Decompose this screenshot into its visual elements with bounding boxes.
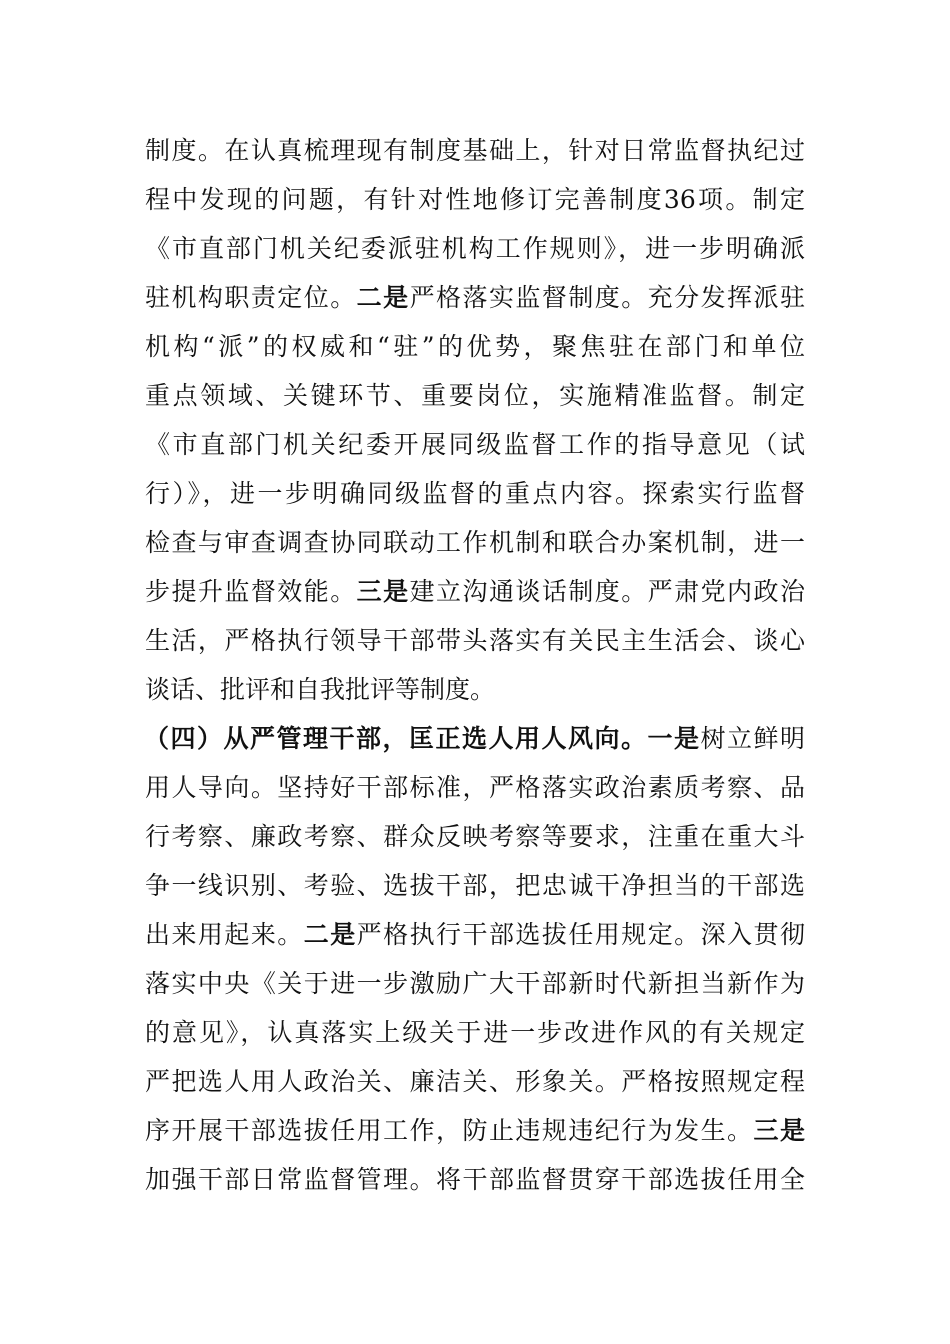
text-line: 检查与审查调查协同联动工作机制和联合办案机制，进一	[145, 528, 805, 557]
text-line: 的意见》，认真落实上级关于进一步改进作风的有关规定	[145, 1018, 805, 1047]
text-line: 机构“派”的权威和“驻”的优势，聚焦驻在部门和单位	[145, 332, 805, 361]
text-line: 出来用起来。二是严格执行干部选拔任用规定。深入贯彻	[145, 920, 805, 949]
text-line: 序开展干部选拔任用工作，防止违规违纪行为发生。三是	[145, 1116, 805, 1145]
text-line: 重点领域、关键环节、重要岗位，实施精准监督。制定	[145, 381, 805, 410]
bold-marker-first: 一是	[647, 724, 701, 753]
bold-marker-third: 三是	[356, 577, 410, 606]
text-line: 争一线识别、考验、选拔干部，把忠诚干净担当的干部选	[145, 871, 805, 900]
paragraph-cadre-management	[145, 714, 805, 1204]
paragraph-supervision-system	[145, 126, 805, 714]
text-line: 《市直部门机关纪委派驻机构工作规则》，进一步明确派	[145, 234, 805, 263]
text-line: 行）》，进一步明确同级监督的重点内容。探索实行监督	[145, 479, 805, 508]
text-line: 落实中央《关于进一步激励广大干部新时代新担当新作为	[145, 969, 805, 998]
text-line: 《市直部门机关纪委开展同级监督工作的指导意见（试	[145, 430, 805, 459]
text-line: 行考察、廉政考察、群众反映考察等要求，注重在重大斗	[145, 822, 805, 851]
bold-marker-second: 二是	[303, 920, 357, 949]
document-body	[145, 126, 805, 1204]
bold-marker-third: 三是	[753, 1116, 805, 1145]
text-line: 制度。在认真梳理现有制度基础上，针对日常监督执纪过	[145, 136, 805, 165]
section-heading: （四）从严管理干部，匡正选人用人风向。	[144, 724, 648, 753]
text-line: 用人导向。坚持好干部标准，严格落实政治素质考察、品	[145, 773, 805, 802]
text-line: 程中发现的问题，有针对性地修订完善制度36项。制定	[145, 185, 805, 214]
text-line: 谈话、批评和自我批评等制度。	[145, 675, 496, 704]
text-line: 加强干部日常监督管理。将干部监督贯穿干部选拔任用全	[145, 1165, 805, 1194]
text-line: 步提升监督效能。三是建立沟通谈话制度。严肃党内政治	[145, 577, 805, 606]
bold-marker-second: 二是	[356, 283, 410, 312]
text-line: 驻机构职责定位。二是严格落实监督制度。充分发挥派驻	[145, 283, 805, 312]
text-line: 严把选人用人政治关、廉洁关、形象关。严格按照规定程	[145, 1067, 805, 1096]
text-line: （四）从严管理干部，匡正选人用人风向。一是树立鲜明	[144, 724, 805, 753]
text-line: 生活，严格执行领导干部带头落实有关民主生活会、谈心	[145, 626, 805, 655]
